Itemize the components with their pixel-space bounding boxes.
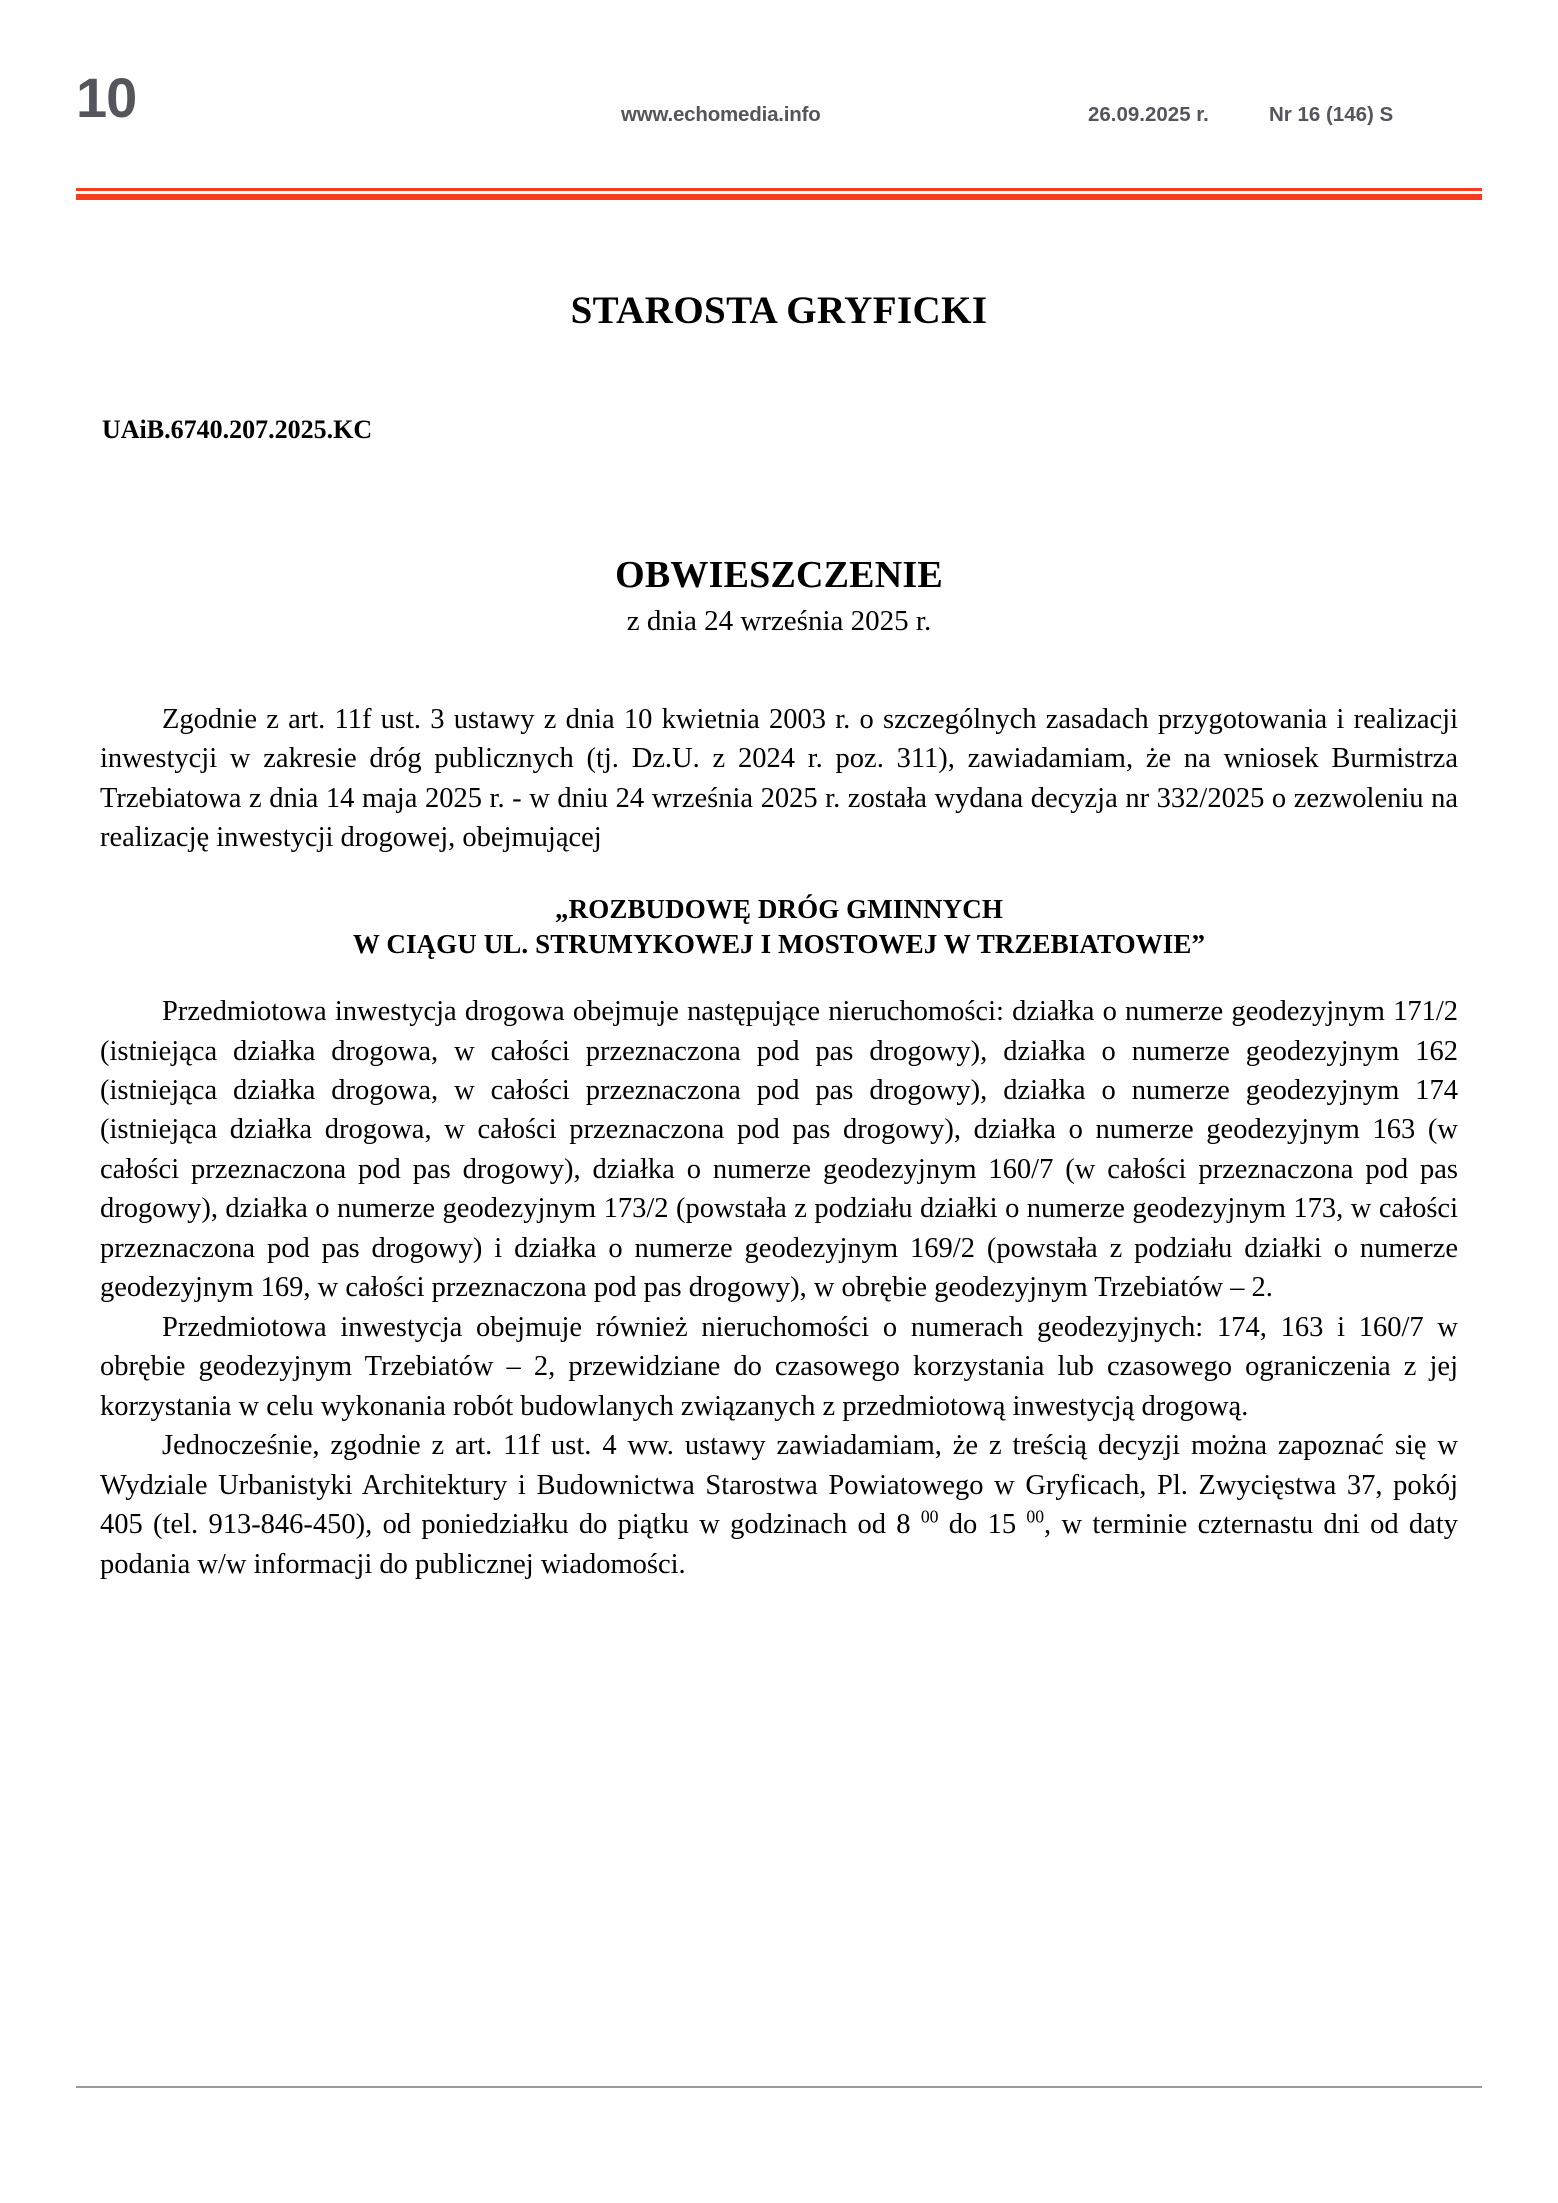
notice-date: z dnia 24 września 2025 r.	[626, 605, 932, 637]
investment-name-line-2: W CIĄGU UL. STRUMYKOWEJ I MOSTOWEJ W TRZEBIATOWIE”	[352, 928, 1206, 959]
header-rule-thin	[76, 188, 1482, 191]
authority-title: STAROSTA GRYFICKI	[570, 289, 988, 332]
reference-number: UAiB.6740.207.2025.KC	[102, 415, 373, 444]
masthead-website: www.echomedia.info	[621, 103, 821, 126]
paragraph-access-info	[100, 1426, 1458, 1584]
notice-title: OBWIESZCZENIE	[615, 554, 943, 596]
investment-name-line-1: „ROZBUDOWĘ DRÓG GMINNYCH	[555, 893, 1003, 924]
header-rule-thick	[76, 194, 1482, 200]
page-masthead	[76, 66, 1482, 144]
footer-rule	[76, 2086, 1482, 2088]
investment-name-heading	[100, 892, 1458, 962]
closing-hour-superscript: 00	[1026, 1506, 1045, 1527]
paragraph-legal-basis: Zgodnie z art. 11f ust. 3 ustawy z dnia 10 kwietnia 2003 r. o szczególnych zasadach przygotowania i realizacji inwestycji w zakresie dróg publicznych (tj. Dz.U. z 2024 r. poz. 311), zawiadamiam, że na wniosek Burmistrza Trzebiatowa z dnia 14 maja 2025 r. - w dniu 24 września 2025 r. została wydana decyzja nr 332/2025 o zezwoleniu na realizację inwestycji drogowej, obejmującej	[100, 704, 1458, 854]
masthead-date: 26.09.2025 r.	[1088, 103, 1209, 126]
access-info-text-2: do 15	[938, 1509, 1027, 1541]
masthead-issue-number: Nr 16 (146) S	[1269, 103, 1394, 126]
paragraph-parcels: Przedmiotowa inwestycja drogowa obejmuje następujące nieruchomości: działka o numerze geodezyjnym 171/2 (istniejąca działka drogowa, w całości przeznaczona pod pas drogowy), działka o numerze geodezyjnym 162 (istniejąca działka drogowa, w całości przeznaczona pod pas drogowy), działka o numerze geodezyjnym 174 (istniejąca działka drogowa, w całości przeznaczona pod pas drogowy), działka o numerze geodezyjnym 163 (w całości przeznaczona pod pas drogowy), działka o numerze geodezyjnym 160/7 (w całości przeznaczona pod pas drogowy), działka o numerze geodezyjnym 173/2 (powstała z podziału działki o numerze geodezyjnym 173, w całości przeznaczona pod pas drogowy) i działka o numerze geodezyjnym 169/2 (powstała z podziału działki o numerze geodezyjnym 169, w całości przeznaczona pod pas drogowy), w obrębie geodezyjnym Trzebiatów – 2.	[100, 996, 1458, 1304]
paragraph-temporary-use: Przedmiotowa inwestycja obejmuje również nieruchomości o numerach geodezyjnych: 174, 163 i 160/7 w obrębie geodezyjnym Trzebiatów – 2, przewidziane do czasowego korzystania lub czasowego ograniczenia z jej korzystania w celu wykonania robót budowlanych związanych z przedmiotową inwestycją drogową.	[100, 1311, 1458, 1422]
access-info-text-3: , w terminie czternastu dni od daty podania w/w informacji do publicznej wiadomości.	[100, 1509, 1458, 1580]
notice-body	[100, 250, 1458, 1584]
page-number: 10	[76, 66, 137, 129]
opening-hour-superscript: 00	[920, 1506, 939, 1527]
access-info-text-1: Jednocześnie, zgodnie z art. 11f ust. 4 ww. ustawy zawiadamiam, że z treścią decyzji można zapoznać się w Wydziale Urbanistyki Architektury i Budownictwa Starostwa Powiatowego w Gryficach, Pl. Zwycięstwa 37, pokój 405 (tel. 913-846-450), od poniedziałku do piątku w godzinach od 8	[100, 1430, 1458, 1541]
